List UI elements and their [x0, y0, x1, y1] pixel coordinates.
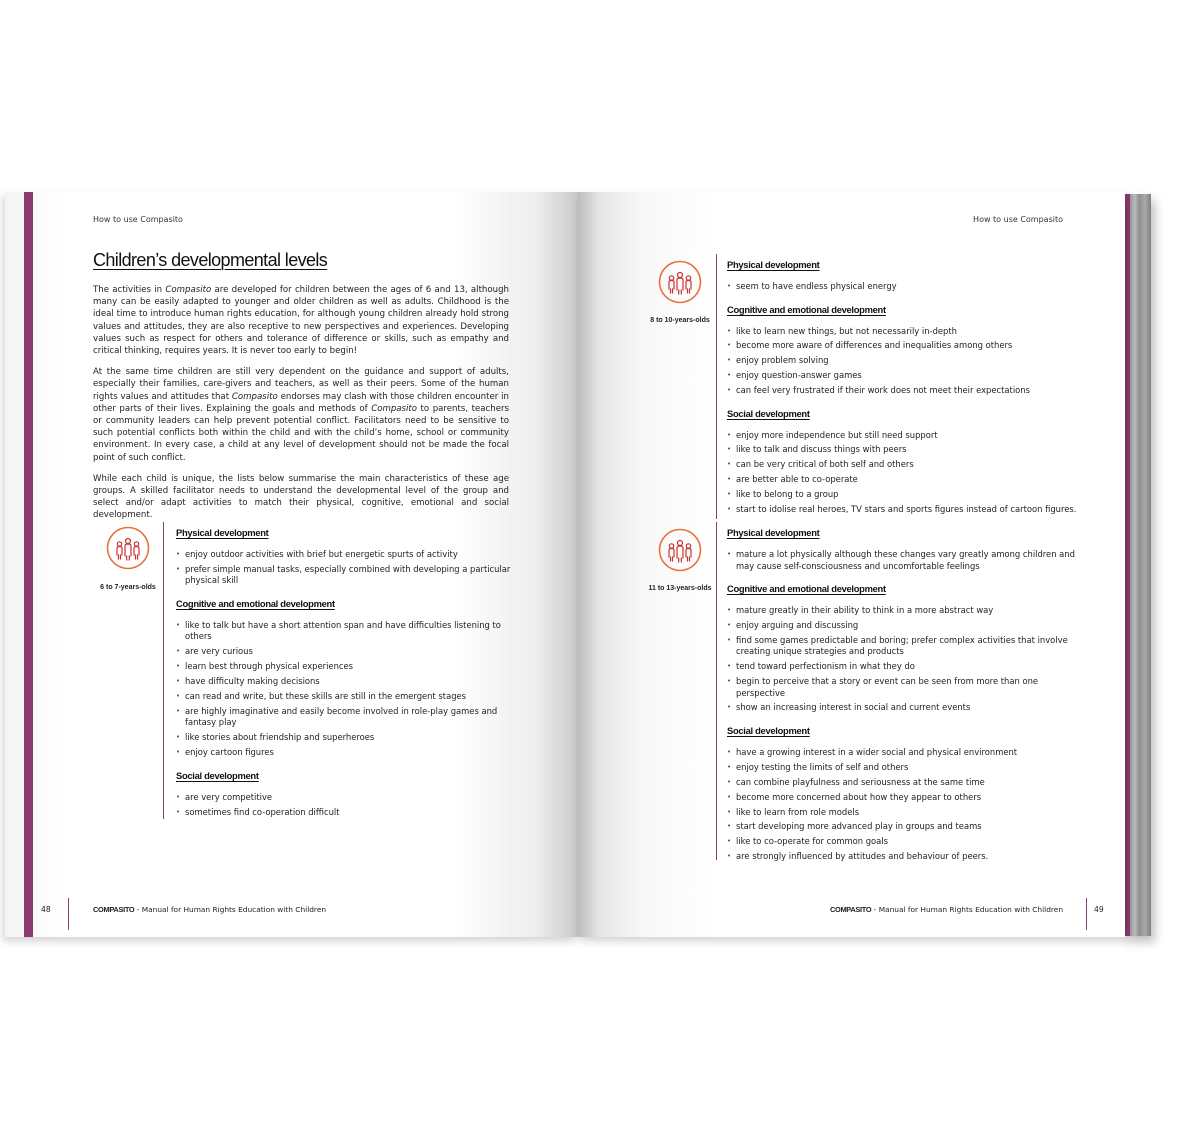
- section-divider: [716, 254, 717, 519]
- list-item: • like to learn new things, but not necessarily in-depth: [727, 326, 1077, 338]
- list-item: • are very competitive: [176, 792, 516, 804]
- children-family-icon: [106, 526, 150, 570]
- intro-text: [93, 284, 509, 531]
- list-item: • enjoy cartoon figures: [176, 747, 516, 759]
- section-divider: [716, 522, 717, 860]
- physical-heading: Physical development: [727, 259, 820, 270]
- right-page: [578, 192, 1125, 937]
- list-item: • start to idolise real heroes, TV stars and sports figures instead of cartoon figures.: [727, 504, 1077, 516]
- list-item: • learn best through physical experiences: [176, 661, 516, 673]
- cognitive-heading: Cognitive and emotional development: [176, 597, 335, 609]
- list-item: • prefer simple manual tasks, especially combined with developing a particular physical skill: [176, 564, 516, 587]
- age-group-8-10: [727, 259, 1077, 527]
- list-item: • have difficulty making decisions: [176, 676, 516, 688]
- list-item: • like to learn from role models: [727, 807, 1077, 819]
- age-group-label: 8 to 10-years-olds: [650, 317, 710, 324]
- age-group-11-13: [727, 527, 1077, 874]
- list-item: • enjoy problem solving: [727, 355, 1077, 367]
- social-heading: Social development: [727, 407, 810, 419]
- physical-list: [176, 549, 516, 587]
- children-family-icon: [658, 260, 702, 304]
- list-item: • like stories about friendship and superheroes: [176, 732, 516, 744]
- cognitive-list: [727, 605, 1077, 714]
- list-item: • enjoy testing the limits of self and others: [727, 762, 1077, 774]
- list-item: • are highly imaginative and easily become involved in role-play games and fantasy play: [176, 706, 516, 729]
- list-item: • can be very critical of both self and others: [727, 459, 1077, 471]
- running-head: How to use Compasito: [973, 215, 1063, 224]
- intro-paragraph-2: At the same time children are still very dependent on the guidance and support of adults, especially their families, care-givers and teachers, as well as their peers. Some of the human rights values and attitudes that Compasito endorses may clash with those children encounter in other parts of their lives. Explaining the goals and methods of Compasito to parents, teachers or community leaders can help prevent potential conflict. Facilitators need to be sensitive to such potential conflicts both within the child and with the child’s home, school or community environment. In every case, a child at any level of development should not be made the focal point of such conflict.: [93, 367, 509, 463]
- social-list: [176, 792, 516, 818]
- age-group-6-7: [176, 527, 516, 829]
- open-book: [5, 186, 1145, 941]
- list-item: • enjoy outdoor activities with brief but energetic spurts of activity: [176, 549, 516, 561]
- footer-divider: [1086, 898, 1087, 930]
- list-item: • mature a lot physically although these changes vary greatly among children and may cause self-consciousness and uncomfortable feelings: [727, 549, 1077, 572]
- list-item: • become more concerned about how they appear to others: [727, 792, 1077, 804]
- list-item: • seem to have endless physical energy: [727, 281, 1077, 293]
- cognitive-heading: Cognitive and emotional development: [727, 303, 886, 315]
- list-item: • start developing more advanced play in groups and teams: [727, 821, 1077, 833]
- page-stack-edge: [1123, 194, 1151, 936]
- age-group-label: 6 to 7-years-olds: [100, 584, 156, 591]
- physical-heading: Physical development: [727, 527, 820, 538]
- list-item: • like to belong to a group: [727, 489, 1077, 501]
- list-item: • find some games predictable and boring; prefer complex activities that involve creating unique strategies and products: [727, 635, 1077, 658]
- list-item: • are better able to co-operate: [727, 474, 1077, 486]
- list-item: • like to talk and discuss things with peers: [727, 444, 1077, 456]
- page-title: Children’s developmental levels: [93, 250, 328, 270]
- list-item: • begin to perceive that a story or event can be seen from more than one perspective: [727, 676, 1077, 699]
- age-group-label: 11 to 13-years-olds: [648, 585, 712, 592]
- physical-list: [727, 549, 1077, 572]
- intro-paragraph-1: The activities in Compasito are developed for children between the ages of 6 and 13, although many can be easily adapted to younger and older children as well as adults. Childhood is the ideal time to introduce human rights education, for although young children already hold strong values and attitudes, they are also receptive to new perspectives and experiences. Developing values such as respect for others and tolerance of difference or skills, such as empathy and critical thinking, requires years. It is never too early to begin!: [93, 285, 509, 357]
- cognitive-list: [176, 620, 516, 759]
- footer-title: COMPASITO - Manual for Human Rights Education with Children: [829, 905, 1063, 914]
- list-item: • have a growing interest in a wider social and physical environment: [727, 747, 1077, 759]
- social-heading: Social development: [176, 769, 259, 781]
- list-item: • can feel very frustrated if their work does not meet their expectations: [727, 385, 1077, 397]
- page-number: 48: [41, 905, 51, 914]
- list-item: • enjoy question-answer games: [727, 370, 1077, 382]
- list-item: • can combine playfulness and seriousness at the same time: [727, 777, 1077, 789]
- list-item: • are strongly influenced by attitudes and behaviour of peers.: [727, 851, 1077, 863]
- list-item: • like to talk but have a short attention span and have difficulties listening to others: [176, 620, 516, 643]
- list-item: • tend toward perfectionism in what they do: [727, 661, 1077, 673]
- running-head: How to use Compasito: [93, 215, 183, 224]
- list-item: • are very curious: [176, 646, 516, 658]
- page-number: 49: [1094, 905, 1104, 914]
- list-item: • like to co-operate for common goals: [727, 836, 1077, 848]
- left-page: [5, 192, 578, 937]
- footer-title: COMPASITO - Manual for Human Rights Education with Children: [93, 905, 327, 914]
- section-divider: [163, 522, 164, 819]
- social-heading: Social development: [727, 724, 810, 736]
- cognitive-list: [727, 326, 1077, 397]
- intro-paragraph-3: While each child is unique, the lists below summarise the main characteristics of these age groups. A skilled facilitator needs to understand the developmental level of the group and select and/or adapt activities to match their physical, cognitive, emotional and social development.: [93, 473, 509, 521]
- list-item: • become more aware of differences and inequalities among others: [727, 340, 1077, 352]
- list-item: • enjoy arguing and discussing: [727, 620, 1077, 632]
- physical-heading: Physical development: [176, 527, 269, 538]
- children-family-icon: [658, 528, 702, 572]
- list-item: • sometimes find co-operation difficult: [176, 807, 516, 819]
- cognitive-heading: Cognitive and emotional development: [727, 583, 886, 594]
- left-edge-stripe: [24, 192, 33, 937]
- footer-divider: [68, 898, 69, 930]
- list-item: • can read and write, but these skills are still in the emergent stages: [176, 691, 516, 703]
- list-item: • show an increasing interest in social and current events: [727, 702, 1077, 714]
- list-item: • enjoy more independence but still need support: [727, 430, 1077, 442]
- physical-list: [727, 281, 1077, 293]
- social-list: [727, 747, 1077, 863]
- list-item: • mature greatly in their ability to think in a more abstract way: [727, 605, 1077, 617]
- social-list: [727, 430, 1077, 516]
